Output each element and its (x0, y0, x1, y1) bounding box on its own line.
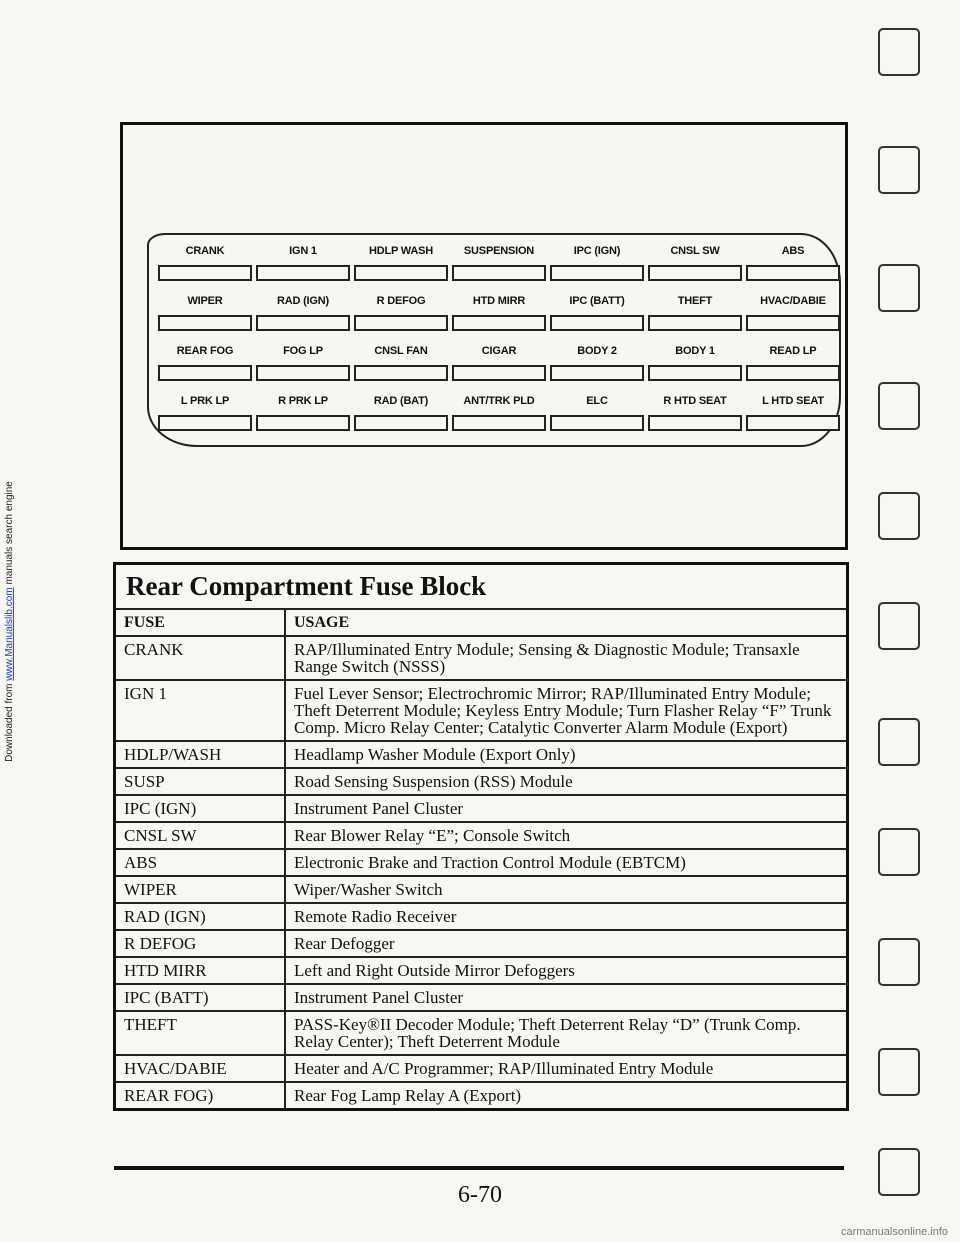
table-row (115, 849, 848, 876)
table-row (115, 984, 848, 1011)
fuse-label: BODY 2 (577, 345, 617, 357)
fuse-slot (549, 393, 645, 439)
fuse-label: R PRK LP (278, 395, 328, 407)
section-tabs (878, 0, 928, 1242)
fuse-slot (745, 393, 841, 439)
fuse-label: HVAC/DABIE (760, 295, 826, 307)
fuse-label: SUSPENSION (463, 245, 535, 257)
usage-cell: RAP/Illuminated Entry Module; Sensing & Diagnostic Module; Transaxle Range Switch (NSSS) (285, 636, 848, 680)
fuse-label: READ LP (769, 345, 817, 357)
fuse-row (157, 343, 833, 389)
usage-cell: Rear Defogger (285, 930, 848, 957)
fuse-rectangle (158, 415, 252, 431)
usage-cell: Fuel Lever Sensor; Electrochromic Mirror; RAP/Illuminated Entry Module; Theft Deterrent Module; Keyless Entry Module; Turn Flasher Relay “F” Trunk Comp. Micro Relay Center; Catalytic Converter Alarm Module (Export) (285, 680, 848, 741)
section-tab (878, 1048, 920, 1096)
fuse-rectangle (648, 415, 742, 431)
fuse-label: THEFT (677, 295, 713, 307)
fuse-rectangle (746, 265, 840, 281)
header-usage: USAGE (285, 609, 848, 636)
table-row (115, 1082, 848, 1110)
usage-cell: Road Sensing Suspension (RSS) Module (285, 768, 848, 795)
header-fuse: FUSE (115, 609, 286, 636)
fuse-cell: CNSL SW (115, 822, 286, 849)
fuse-label: ELC (586, 395, 608, 407)
download-banner (0, 0, 18, 1242)
fuse-slot (255, 293, 351, 339)
download-suffix: manuals search engine (3, 480, 15, 587)
fuse-usage-table (113, 562, 849, 1111)
fuse-slot (157, 393, 253, 439)
fuse-label: CNSL SW (670, 245, 720, 257)
section-tab (878, 938, 920, 986)
fuse-rectangle (354, 365, 448, 381)
fuse-rectangle (256, 415, 350, 431)
fuse-slot (647, 343, 743, 389)
usage-cell: Instrument Panel Cluster (285, 984, 848, 1011)
fuse-label: IPC (BATT) (569, 295, 625, 307)
fuse-slot (353, 343, 449, 389)
fuse-rectangle (452, 415, 546, 431)
fuse-slot (647, 293, 743, 339)
fuse-cell: R DEFOG (115, 930, 286, 957)
fuse-label: HDLP WASH (368, 245, 433, 257)
fuse-rectangle (452, 315, 546, 331)
fuse-cell: RAD (IGN) (115, 903, 286, 930)
fuse-rectangle (648, 365, 742, 381)
fuse-row (157, 293, 833, 339)
usage-cell: Heater and A/C Programmer; RAP/Illuminated Entry Module (285, 1055, 848, 1082)
fuse-cell: WIPER (115, 876, 286, 903)
download-prefix: Downloaded from (3, 680, 15, 762)
fuse-rectangle (746, 315, 840, 331)
fuse-label: RAD (IGN) (277, 295, 329, 307)
fuse-label: ABS (781, 245, 805, 257)
fuse-label: R DEFOG (376, 295, 426, 307)
fuse-cell: CRANK (115, 636, 286, 680)
table-row (115, 930, 848, 957)
fuse-rectangle (452, 365, 546, 381)
section-tab (878, 828, 920, 876)
fuse-rectangle (158, 315, 252, 331)
table-row (115, 680, 848, 741)
fuse-label: L HTD SEAT (762, 395, 824, 407)
fuse-slot (549, 243, 645, 289)
fuse-block-outline (147, 233, 841, 447)
fuse-rectangle (158, 365, 252, 381)
fuse-label: HTD MIRR (472, 295, 526, 307)
fuse-slot (255, 343, 351, 389)
fuse-rectangle (354, 315, 448, 331)
fuse-rectangle (256, 315, 350, 331)
fuse-rectangle (158, 265, 252, 281)
fuse-slot (353, 393, 449, 439)
fuse-slot (451, 293, 547, 339)
fuse-row (157, 393, 833, 439)
fuse-rectangle (648, 315, 742, 331)
fuse-label: WIPER (187, 295, 223, 307)
fuse-slot (255, 393, 351, 439)
table-header-row (115, 609, 848, 636)
fuse-cell: THEFT (115, 1011, 286, 1055)
fuse-cell: ABS (115, 849, 286, 876)
fuse-rectangle (256, 265, 350, 281)
fuse-cell: IPC (BATT) (115, 984, 286, 1011)
fuse-rectangle (354, 415, 448, 431)
fuse-rectangle (256, 365, 350, 381)
fuse-slot (549, 343, 645, 389)
fuse-cell: IGN 1 (115, 680, 286, 741)
usage-cell: Rear Blower Relay “E”; Console Switch (285, 822, 848, 849)
fuse-row (157, 243, 833, 289)
fuse-slot (157, 243, 253, 289)
fuse-rectangle (550, 265, 644, 281)
fuse-label: IPC (IGN) (573, 245, 621, 257)
usage-cell: Headlamp Washer Module (Export Only) (285, 741, 848, 768)
usage-cell: PASS-Key®II Decoder Module; Theft Deterrent Relay “D” (Trunk Comp. Relay Center); Theft Deterrent Module (285, 1011, 848, 1055)
section-tab (878, 264, 920, 312)
fuse-cell: IPC (IGN) (115, 795, 286, 822)
fuse-slot (745, 243, 841, 289)
fuse-label: R HTD SEAT (663, 395, 727, 407)
fuse-slot (353, 243, 449, 289)
fuse-label: REAR FOG (176, 345, 234, 357)
fuse-slot (647, 393, 743, 439)
table-row (115, 795, 848, 822)
fuse-slot (451, 393, 547, 439)
fuse-cell: HVAC/DABIE (115, 1055, 286, 1082)
fuse-rectangle (550, 365, 644, 381)
table-row (115, 957, 848, 984)
fuse-slot (255, 243, 351, 289)
fuse-slot (157, 293, 253, 339)
fuse-label: CNSL FAN (374, 345, 428, 357)
page-number: 6-70 (458, 1182, 502, 1208)
fuse-slot (451, 243, 547, 289)
table-title-row (115, 564, 848, 610)
fuse-slot (157, 343, 253, 389)
fuse-cell: REAR FOG) (115, 1082, 286, 1110)
table-row (115, 741, 848, 768)
fuse-slot (451, 343, 547, 389)
table-row (115, 903, 848, 930)
fuse-block-diagram (120, 122, 848, 550)
section-tab (878, 382, 920, 430)
fuse-label: CRANK (185, 245, 225, 257)
fuse-rectangle (550, 315, 644, 331)
fuse-label: ANT/TRK PLD (463, 395, 535, 407)
usage-cell: Instrument Panel Cluster (285, 795, 848, 822)
fuse-label: RAD (BAT) (373, 395, 429, 407)
fuse-label: BODY 1 (675, 345, 715, 357)
section-tab (878, 28, 920, 76)
section-tab (878, 492, 920, 540)
table-title: Rear Compartment Fuse Block (115, 564, 848, 610)
usage-cell: Electronic Brake and Traction Control Module (EBTCM) (285, 849, 848, 876)
manualslib-link[interactable]: www.Manualslib.com (3, 586, 15, 681)
watermark: carmanualsonline.info (840, 1226, 948, 1238)
fuse-slot (647, 243, 743, 289)
table-row (115, 876, 848, 903)
usage-cell: Left and Right Outside Mirror Defoggers (285, 957, 848, 984)
fuse-rectangle (648, 265, 742, 281)
usage-cell: Remote Radio Receiver (285, 903, 848, 930)
fuse-cell: HTD MIRR (115, 957, 286, 984)
usage-cell: Rear Fog Lamp Relay A (Export) (285, 1082, 848, 1110)
table-row (115, 822, 848, 849)
fuse-slot (549, 293, 645, 339)
section-tab (878, 718, 920, 766)
table-row (115, 1055, 848, 1082)
table-row (115, 768, 848, 795)
footer-rule (114, 1166, 844, 1170)
fuse-rectangle (550, 415, 644, 431)
fuse-slot (745, 343, 841, 389)
fuse-label: CIGAR (481, 345, 517, 357)
fuse-cell: HDLP/WASH (115, 741, 286, 768)
fuse-slot (745, 293, 841, 339)
fuse-rectangle (354, 265, 448, 281)
fuse-rectangle (746, 415, 840, 431)
fuse-label: IGN 1 (289, 245, 317, 257)
section-tab (878, 602, 920, 650)
table-row (115, 636, 848, 680)
section-tab (878, 146, 920, 194)
fuse-slot (353, 293, 449, 339)
table-row (115, 1011, 848, 1055)
fuse-label: L PRK LP (180, 395, 230, 407)
fuse-rectangle (452, 265, 546, 281)
fuse-label: FOG LP (283, 345, 323, 357)
fuse-cell: SUSP (115, 768, 286, 795)
fuse-rectangle (746, 365, 840, 381)
usage-cell: Wiper/Washer Switch (285, 876, 848, 903)
